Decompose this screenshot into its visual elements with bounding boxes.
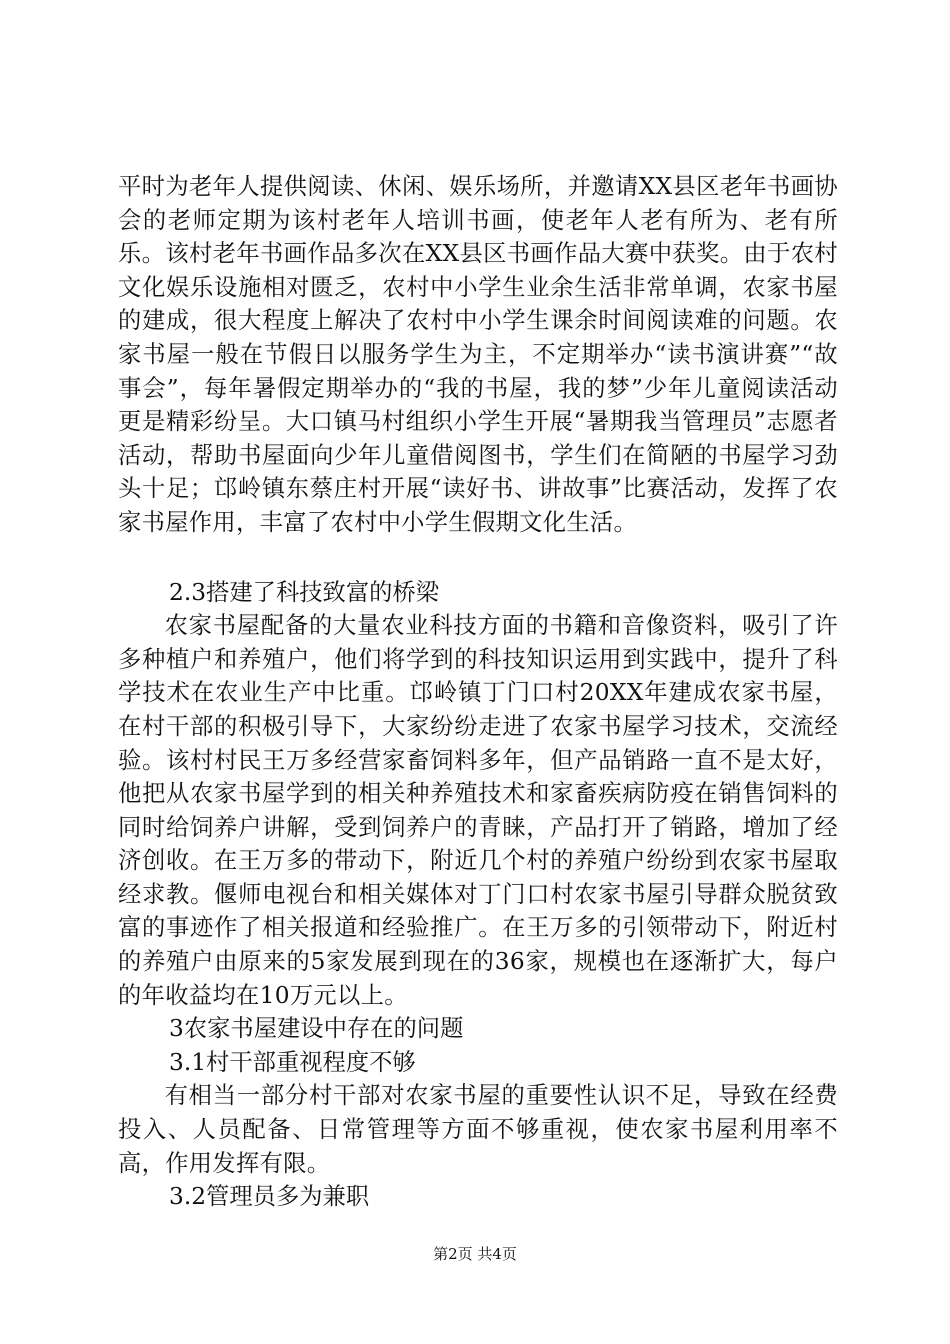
document-body	[118, 170, 838, 1214]
section-heading-2-3: 2.3搭建了科技致富的桥梁	[169, 578, 440, 606]
section-heading-3-1: 3.1村干部重视程度不够	[169, 1048, 416, 1076]
paragraph-gap	[118, 540, 838, 576]
section-heading-3: 3农家书屋建设中存在的问题	[169, 1015, 464, 1043]
section-heading-3-2: 3.2管理员多为兼职	[169, 1183, 370, 1211]
paragraph-elderly-and-students: 平时为老年人提供阅读、休闲、娱乐场所，并邀请XX县区老年书画协会的老师定期为该村老年人培训书画，使老年人老有所为、老有所乐。该村老年书画作品多次在XX县区书画作品大赛中获奖。由于农村文化娱乐设施相对匮乏，农村中小学生业余生活非常单调，农家书屋的建成，很大程度上解决了农村中小学生课余时间阅读难的问题。农家书屋一般在节假日以服务学生为主，不定期举办“读书演讲赛”“故事会”，每年暑假定期举办的“我的书屋，我的梦”少年儿童阅读活动更是精彩纷呈。大口镇马村组织小学生开展“暑期我当管理员”志愿者活动，帮助书屋面向少年儿童借阅图书，学生们在简陋的书屋学习劲头十足；邙岭镇东蔡庄村开展“读好书、讲故事”比赛活动，发挥了农家书屋作用，丰富了农村中小学生假期文化生活。	[118, 173, 838, 536]
page-number-footer: 第2页 共4页	[433, 1245, 517, 1263]
paragraph-technology-bridge: 农家书屋配备的大量农业科技方面的书籍和音像资料，吸引了许多种植户和养殖户，他们将学到的科技知识运用到实践中，提升了科学技术在农业生产中比重。邙岭镇丁门口村20XX年建成农家书屋，在村干部的积极引导下，大家纷纷走进了农家书屋学习技术，交流经验。该村村民王万多经营家畜饲料多年，但产品销路一直不是太好，他把从农家书屋学到的相关种养殖技术和家畜疾病防疫在销售饲料的同时给饲养户讲解，受到饲养户的青睐，产品打开了销路，增加了经济创收。在王万多的带动下，附近几个村的养殖户纷纷到农家书屋取经求教。偃师电视台和相关媒体对丁门口村农家书屋引导群众脱贫致富的事迹作了相关报道和经验推广。在王万多的引领带动下，附近村的养殖户由原来的5家发展到现在的36家，规模也在逐渐扩大，每户的年收益均在10万元以上。	[118, 612, 838, 1009]
paragraph-village-cadres: 有相当一部分村干部对农家书屋的重要性认识不足，导致在经费投入、人员配备、日常管理等方面不够重视，使农家书屋利用率不高，作用发挥有限。	[118, 1082, 838, 1177]
